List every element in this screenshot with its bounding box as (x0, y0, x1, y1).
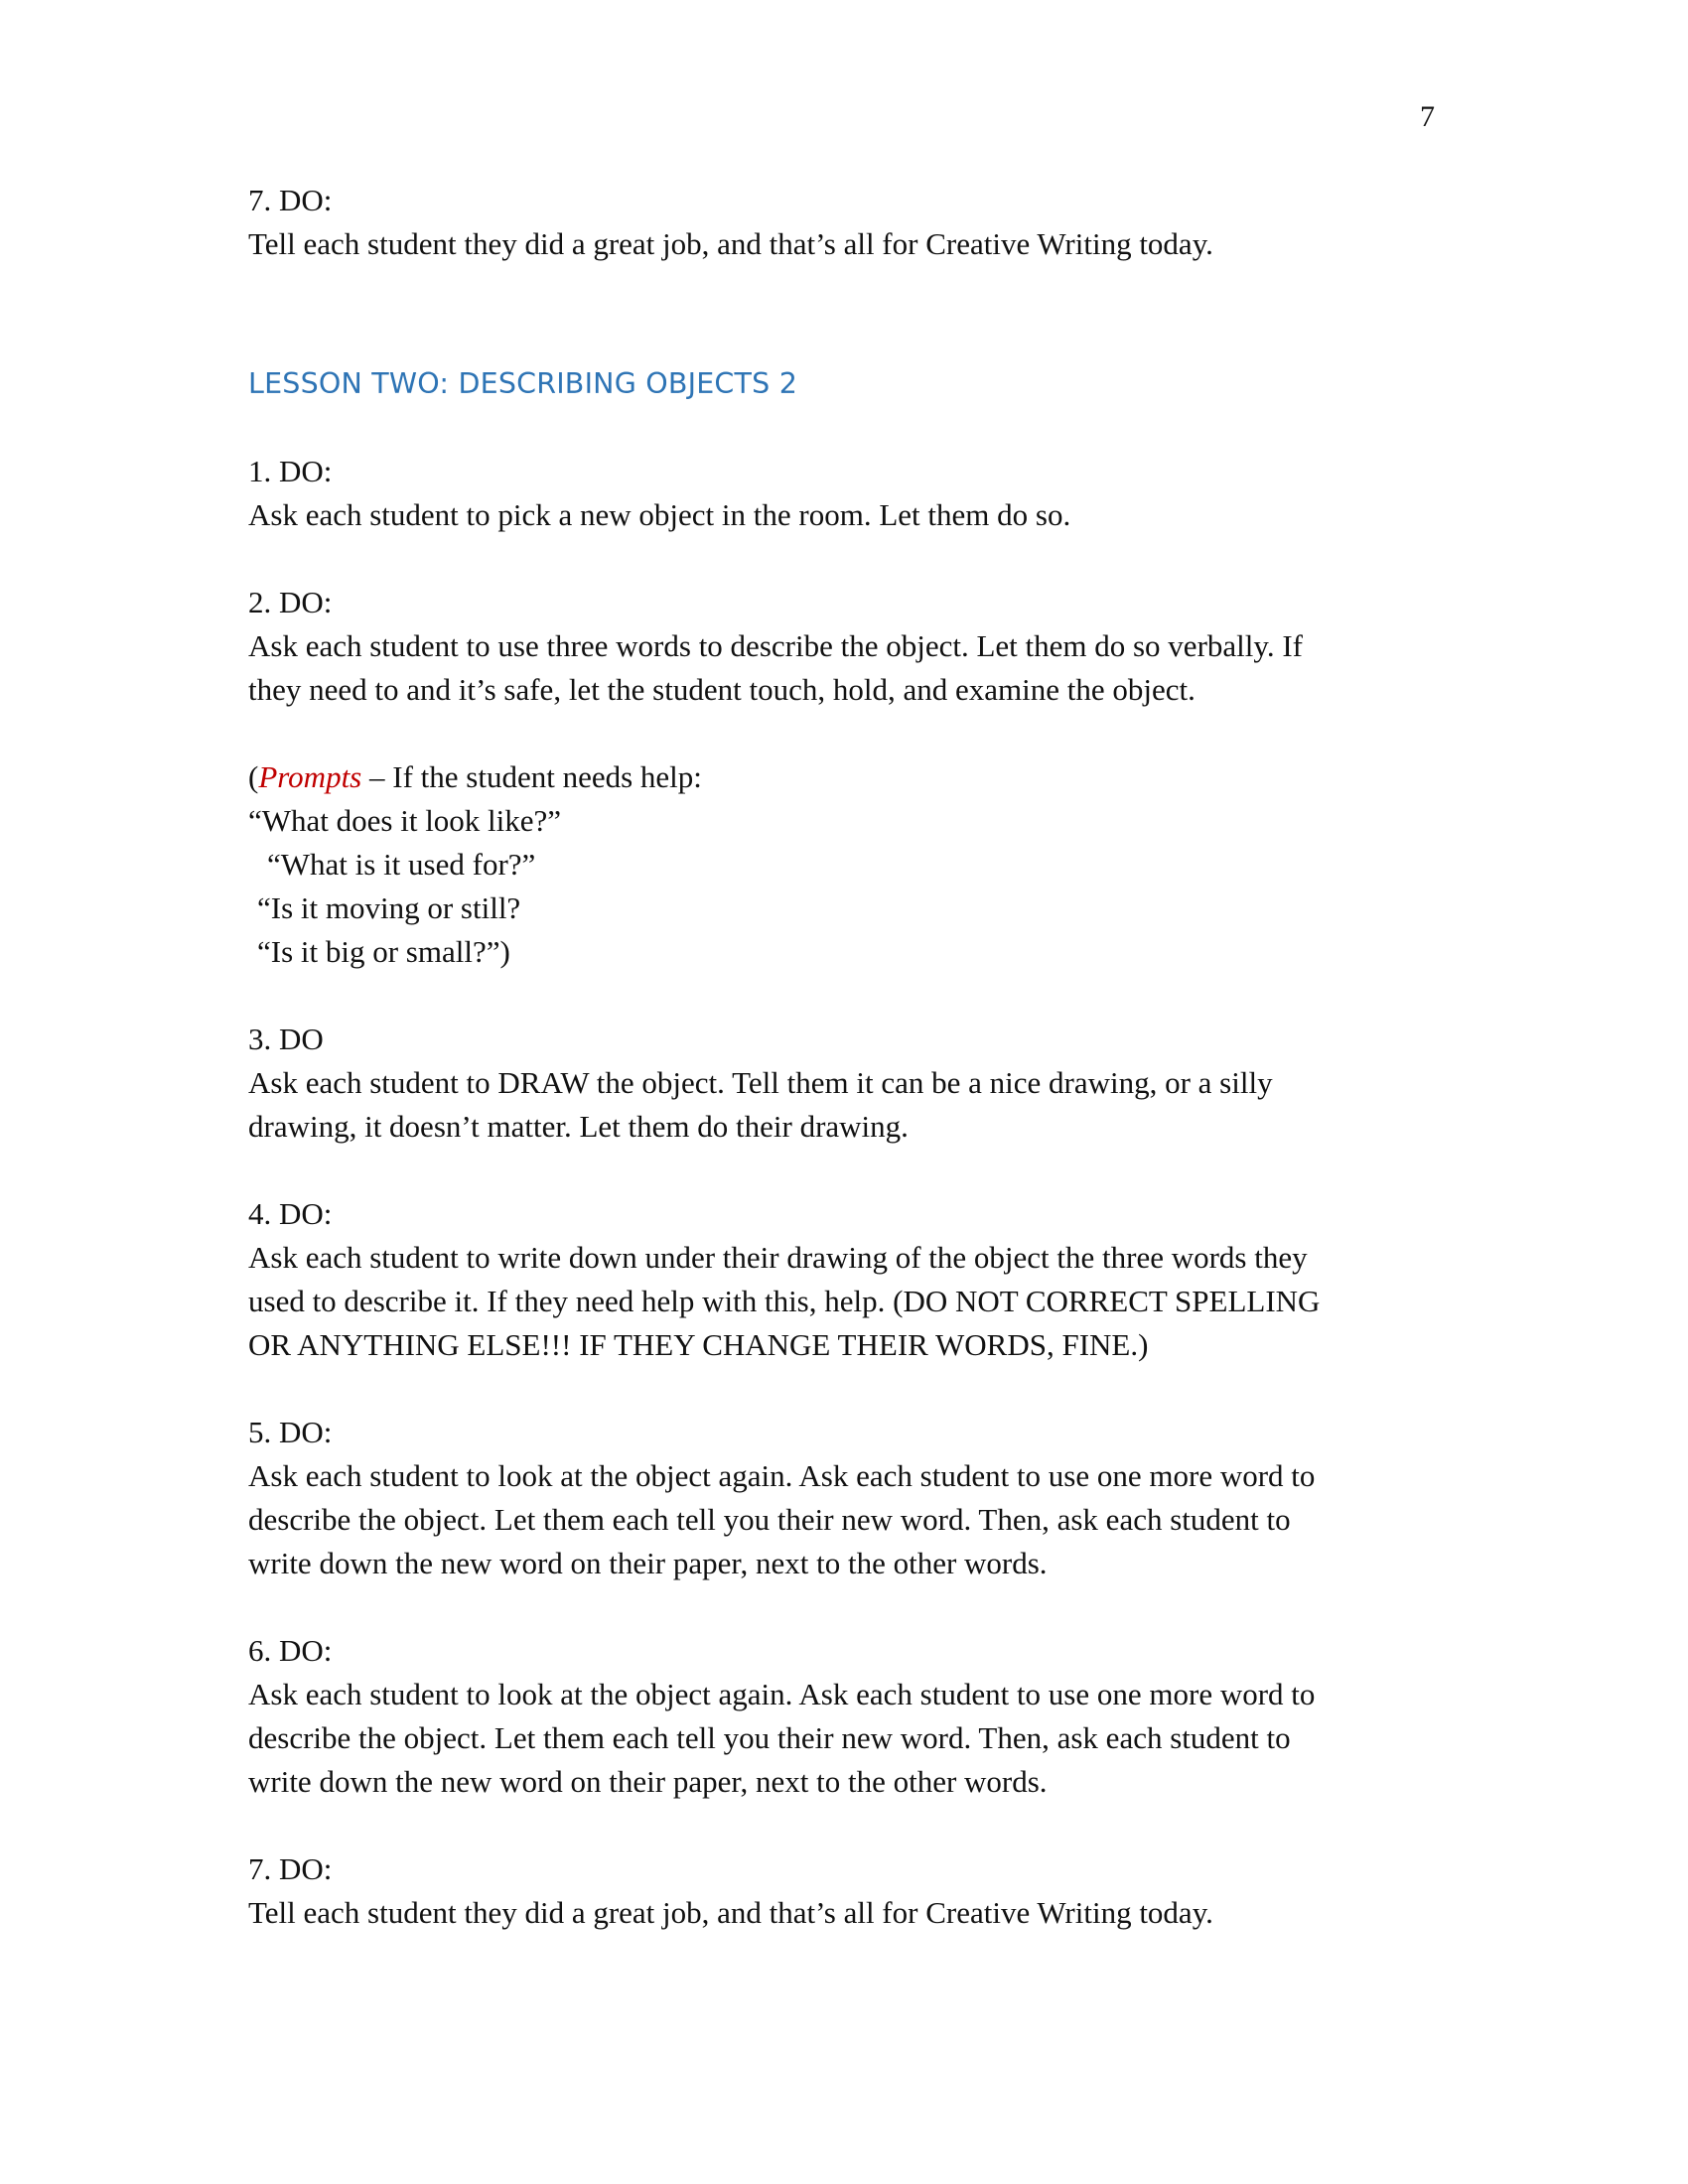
step-text-line: write down the new word on their paper, next to the other words. (248, 1764, 1048, 1799)
prompts-open-paren: ( (248, 759, 259, 794)
prompts-intro (248, 755, 1440, 799)
step-label: 3. DO (248, 1022, 324, 1056)
step-text-line: write down the new word on their paper, next to the other words. (248, 1546, 1048, 1580)
step-text-line: Ask each student to use three words to describe the object. Let them do so verbally. If (248, 628, 1304, 663)
step-label: 5. DO: (248, 1415, 333, 1449)
step-text-line: Ask each student to write down under their drawing of the object the three words they (248, 1240, 1308, 1275)
document-body (248, 179, 1440, 1935)
page-number: 7 (1420, 100, 1435, 133)
step-2 (248, 581, 1440, 712)
step-text: Tell each student they did a great job, and that’s all for Creative Writing today. (248, 226, 1213, 261)
step-text-line: drawing, it doesn’t matter. Let them do their drawing. (248, 1109, 909, 1144)
step-6 (248, 1629, 1440, 1804)
step-text-line: describe the object. Let them each tell you their new word. Then, ask each student to (248, 1502, 1291, 1537)
step-label: 1. DO: (248, 454, 333, 488)
step-text-line: used to describe it. If they need help with this, help. (DO NOT CORRECT SPELLING (248, 1284, 1321, 1318)
step-label: 7. DO: (248, 1851, 333, 1886)
step-4 (248, 1192, 1440, 1367)
step-label: 2. DO: (248, 585, 333, 619)
lesson-heading: LESSON TWO: DESCRIBING OBJECTS 2 (248, 367, 798, 400)
step-text-line: Ask each student to pick a new object in the room. Let them do so. (248, 497, 1071, 532)
step-text-line: Tell each student they did a great job, and that’s all for Creative Writing today. (248, 1895, 1213, 1930)
step-1 (248, 450, 1440, 537)
prompt-question: “Is it big or small?”) (257, 934, 510, 969)
step-7 (248, 1847, 1440, 1935)
prompts-intro-text: – If the student needs help: (361, 759, 702, 794)
prompts-block (248, 755, 1440, 974)
prompt-question: “Is it moving or still? (257, 890, 521, 925)
step-text-line: describe the object. Let them each tell you their new word. Then, ask each student to (248, 1720, 1291, 1755)
step-text-line: Ask each student to look at the object again. Ask each student to use one more word to (248, 1677, 1316, 1711)
intro-step (248, 179, 1440, 266)
step-5 (248, 1411, 1440, 1585)
step-label: 7. DO: (248, 183, 333, 217)
step-3 (248, 1018, 1440, 1149)
step-label: 6. DO: (248, 1633, 333, 1668)
step-text-line: OR ANYTHING ELSE!!! IF THEY CHANGE THEIR WORDS, FINE.) (248, 1327, 1149, 1362)
step-text-line: they need to and it’s safe, let the student touch, hold, and examine the object. (248, 672, 1196, 707)
prompts-word: Prompts (258, 759, 362, 794)
prompt-question: “What does it look like?” (248, 803, 562, 838)
step-text-line: Ask each student to look at the object again. Ask each student to use one more word to (248, 1458, 1316, 1493)
step-label: 4. DO: (248, 1196, 333, 1231)
step-text-line: Ask each student to DRAW the object. Tell them it can be a nice drawing, or a silly (248, 1065, 1273, 1100)
prompt-question: “What is it used for?” (267, 847, 536, 882)
